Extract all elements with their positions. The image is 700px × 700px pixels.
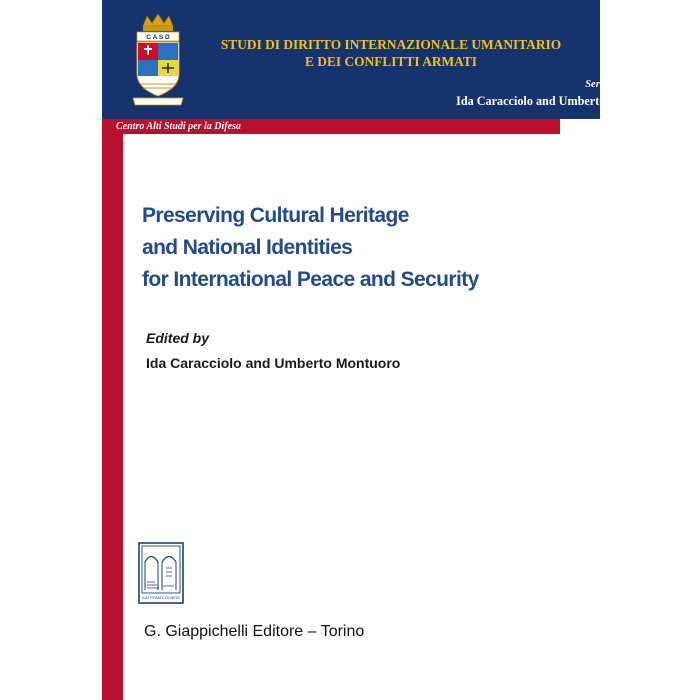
book-editors: Ida Caracciolo and Umberto Montuoro bbox=[146, 355, 401, 371]
series-directed-label: Series directed by bbox=[585, 79, 661, 90]
edited-by-label: Edited by bbox=[146, 330, 210, 346]
publisher-name: G. Giappichelli Editore – Torino bbox=[144, 623, 365, 640]
logo-caption: KATHYAM COLNEIS bbox=[142, 595, 180, 600]
casd-emblem-icon bbox=[131, 12, 185, 108]
institution-label: Centro Alti Studi per la Difesa bbox=[116, 121, 241, 132]
publisher-logo-icon bbox=[138, 542, 184, 604]
series-title bbox=[206, 36, 576, 70]
book-title-line: for International Peace and Security bbox=[142, 268, 479, 291]
series-editors: Ida Caracciolo and Umberto Montuoro bbox=[456, 94, 661, 108]
book-title bbox=[142, 200, 562, 296]
emblem-label: C A S D bbox=[146, 34, 170, 41]
series-title-line1: STUDI DI DIRITTO INTERNAZIONALE UMANITARIO bbox=[220, 37, 562, 52]
book-title-line: Preserving Cultural Heritage bbox=[142, 204, 409, 227]
book-title-line: and National Identities bbox=[142, 236, 353, 259]
series-title-line2: E DEI CONFLITTI ARMATI bbox=[305, 54, 477, 69]
